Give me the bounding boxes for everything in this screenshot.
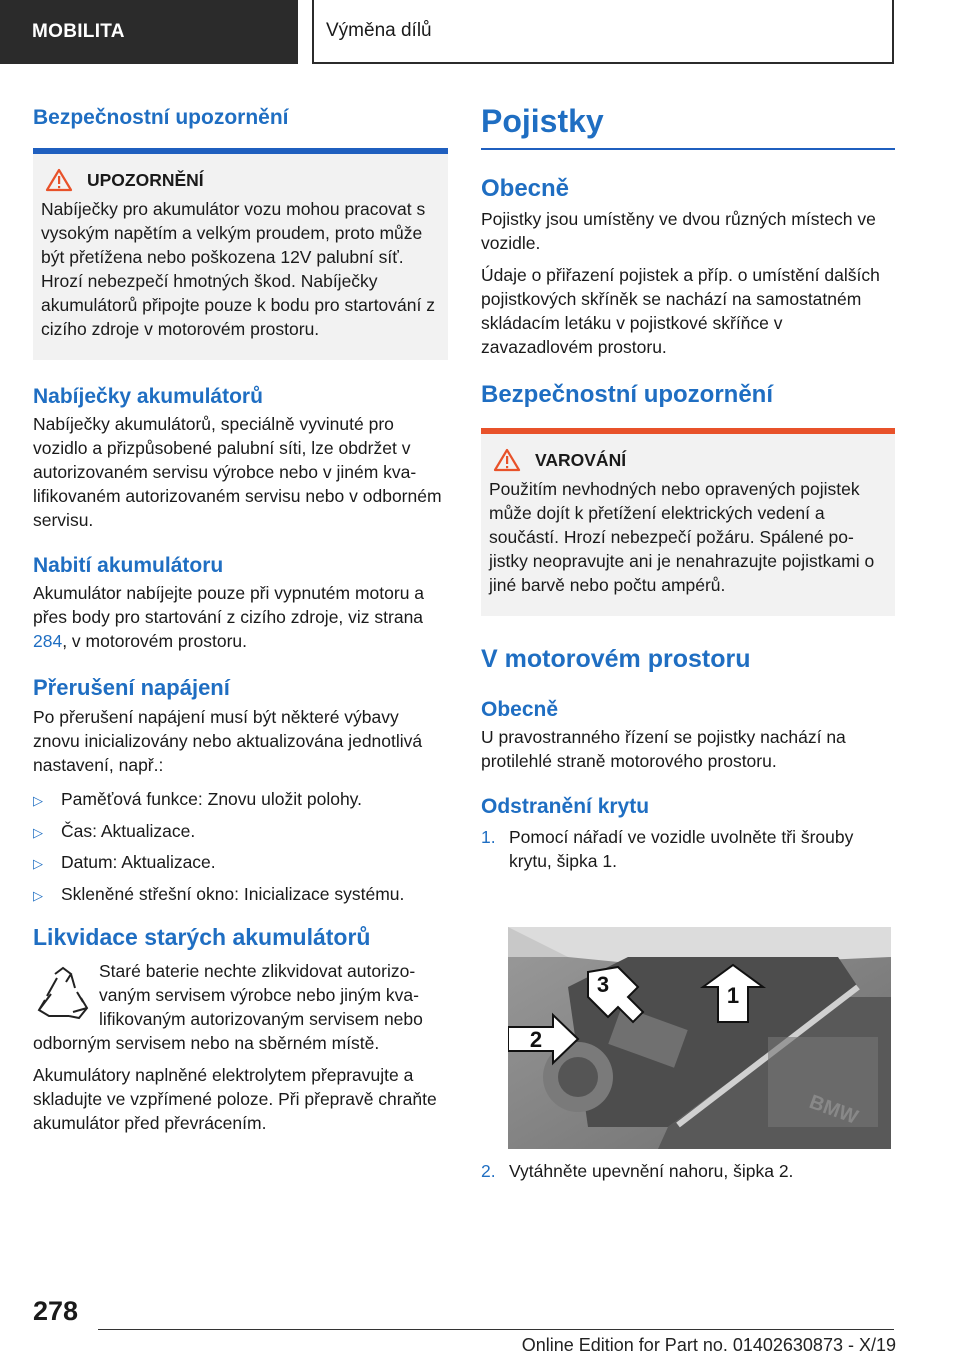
footer-rule — [98, 1329, 894, 1330]
recycle-icon — [33, 964, 93, 1024]
warning-triangle-icon — [45, 168, 73, 192]
page-link-284[interactable]: 284 — [33, 631, 63, 652]
engine-heading: V motorovém prostoru — [481, 645, 751, 674]
warning-triangle-icon — [493, 448, 521, 472]
section-title: MOBILITA — [32, 21, 125, 42]
arrow-label-3: 3 — [596, 972, 610, 997]
cover-heading: Odstranění krytu — [481, 795, 650, 819]
engine-compartment-photo — [508, 927, 891, 1149]
fuse-safety-heading: Bezpečnostní upozornění — [481, 381, 774, 409]
list-item: ▷ Čas: Aktualizace. — [33, 820, 448, 844]
warning-box — [33, 154, 448, 360]
warning-box-title — [41, 168, 438, 192]
chapter-tab — [312, 0, 894, 64]
general-heading: Obecně — [481, 175, 570, 203]
danger-title-text: VAROVÁNÍ — [535, 449, 627, 470]
charging-heading: Nabití akumulátoru — [33, 554, 224, 578]
engine-general-text: U pravostranného řízení se pojistky nachází na protilehlé straně motorového prostoru. — [481, 727, 846, 772]
step-2-block — [481, 1160, 895, 1192]
general-text-2: Údaje o přiřazení pojistek a příp. o umístění dalších pojistkových skříněk se nachází na samostatném skládacím letáku v pojistkové skříňce v zavazadlovém prostoru. — [481, 265, 880, 358]
arrow-label-1: 1 — [726, 983, 740, 1008]
interrupt-text: Po přerušení napájení musí být některé výbavy znovu inicializovány nebo aktualizována jednotlivá nastavení, např.: — [33, 706, 423, 775]
general-text-1: Pojistky jsou umístěny ve dvou různých místech ve vozidle. — [481, 209, 876, 254]
list-item: ▷ Skleněné střešní okno: Inicializace systému. — [33, 883, 448, 907]
interrupt-list — [33, 788, 448, 908]
chargers-heading: Nabíječky akumulátorů — [33, 385, 263, 408]
arrow-label-2: 2 — [529, 1027, 543, 1052]
triangle-bullet-icon: ▷ — [33, 856, 43, 872]
step-item: 2. Vytáhněte upevnění nahoru, šipka 2. — [481, 1161, 794, 1181]
disposal-block — [33, 960, 448, 1136]
engine-general-heading: Obecně — [481, 698, 559, 722]
list-item: ▷ Datum: Aktualizace. — [33, 851, 448, 875]
interrupt-heading: Přerušení napájení — [33, 675, 230, 701]
safety-heading: Bezpečnostní upozornění — [33, 106, 289, 129]
section-tab — [0, 0, 298, 64]
edition-text: Online Edition for Part no. 01402630873 - X/19 — [521, 1335, 896, 1355]
heading-rule — [481, 148, 895, 150]
triangle-bullet-icon: ▷ — [33, 792, 43, 808]
left-column — [33, 96, 448, 1136]
triangle-bullet-icon: ▷ — [33, 888, 43, 904]
charging-text: Akumulátor nabíjejte pouze při vypnutém motoru a přes body pro startování z cizího zdroje, viz strana 284, v motorovém prostoru. — [33, 583, 425, 652]
chapter-title: Výměna dílů — [326, 20, 432, 41]
triangle-bullet-icon: ▷ — [33, 824, 43, 840]
page-number: 278 — [33, 1296, 79, 1326]
steps-list-continued — [481, 1160, 895, 1184]
chargers-text: Nabíječky akumulátorů, speciálně vyvinuté pro vozidlo a přizpůsobené palubní síti, lze obdržet v autorizovaném servisu výrobce nebo v jiném kvalifikovaném autorizovaném servisu nebo v odborném servisu. — [33, 414, 442, 531]
fuses-heading: Pojistky — [481, 103, 604, 139]
right-column — [481, 96, 895, 882]
danger-box-title — [489, 448, 885, 472]
warning-text: Nabíječky pro akumulátor vozu mohou pracovat s vysokým napětím a velkým proudem, proto může být přetížena nebo poškozena 12V palubní síť. Hrozí nebezpečí hmotných škod. Nabíječky akumulátorů připojte pouze k bodu pro startování z cizího zdroje v motorovém prostoru. — [41, 199, 435, 340]
bmw-engine-logo: BMW — [806, 1091, 861, 1129]
danger-box — [481, 434, 895, 616]
disposal-heading: Likvidace starých akumulátorů — [33, 924, 371, 951]
step-item: 1. Pomocí nářadí ve vozidle uvolněte tři šrouby krytu, šipka 1. — [481, 826, 854, 871]
disposal-text-1: Staré baterie nechte zlikvidovat autorizovaným servisem výrobce nebo jiným kvalifikovaným autorizovaným servisem nebo odborným servisem nebo na sběrném místě. — [33, 961, 423, 1054]
disposal-text-2: Akumulátory naplněné elektrolytem přepravujte a skladujte ve vzpřímené poloze. Při přepravě chraňte akumulátor před převrácením. — [33, 1065, 437, 1133]
warning-title-text: UPOZORNĚNÍ — [87, 169, 204, 190]
list-item: ▷ Paměťová funkce: Znovu uložit polohy. — [33, 788, 448, 812]
danger-text: Použitím nevhodných nebo opravených pojistek může dojít k přetížení elektrických vedení a součástí. Hrozí nebezpečí požáru. Spálené pojistky neopravujte ani je nenahrazujte pojistkami o jiné barvě nebo počtu ampérů. — [489, 479, 875, 596]
steps-list — [481, 826, 895, 874]
